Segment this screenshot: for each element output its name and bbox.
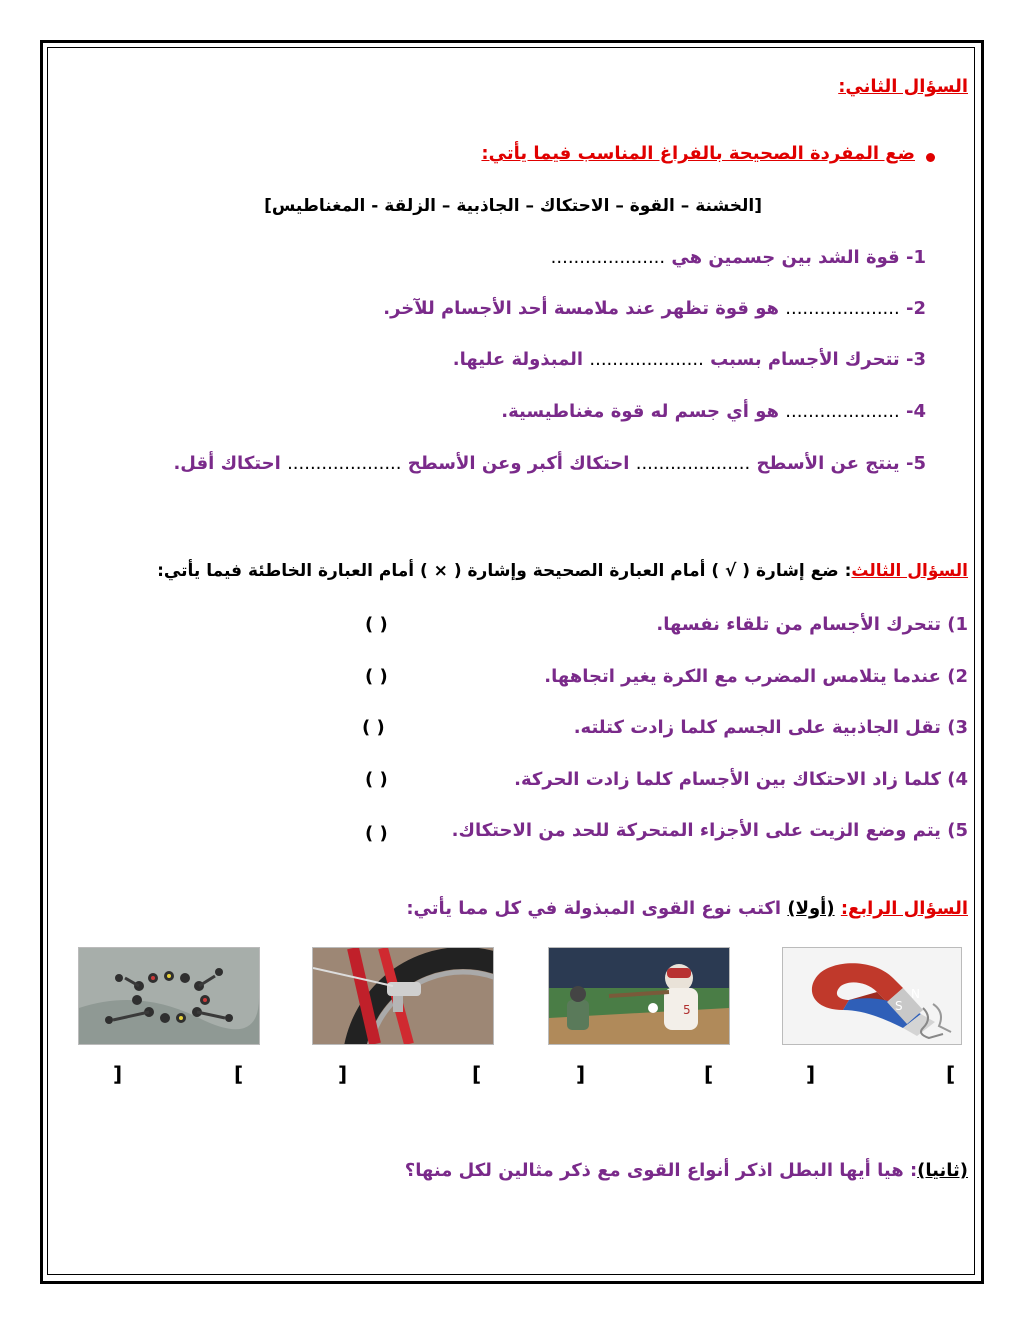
answer-bracket-open: [ [234, 1062, 244, 1086]
item-number: 5- [905, 453, 926, 474]
q4-part2-text: : هيا أيها البطل اذكر أنواع القوى مع ذكر مثالين لكل منها؟ [404, 1160, 918, 1181]
magnet-image [782, 947, 962, 1045]
item-number: 3- [905, 349, 926, 370]
answer-bracket-close: ] [806, 1062, 816, 1086]
q2-item-3 [453, 349, 926, 370]
item-number: 1) [947, 614, 968, 635]
answer-blank[interactable]: .................... [785, 401, 900, 422]
q4-title: السؤال الرابع: [840, 898, 968, 919]
item-number: 4- [905, 401, 926, 422]
q2-item-1 [551, 247, 926, 268]
item-text: كلما زاد الاحتكاك بين الأجسام كلما زادت الحركة. [514, 769, 941, 790]
answer-bracket-close: ] [113, 1062, 123, 1086]
answer-box[interactable]: ( ) [365, 666, 388, 687]
item-number: 4) [947, 769, 968, 790]
q4-part2-label: (ثانيا) [917, 1160, 968, 1181]
skydivers-icon [79, 948, 259, 1044]
item-text: احتكاك أقل. [173, 453, 281, 474]
svg-text:5: 5 [683, 1003, 691, 1017]
q4-part1-label: (أولا) [787, 898, 835, 919]
answer-bracket-open: [ [472, 1062, 482, 1086]
q3-item-5 [452, 820, 968, 841]
item-text: تتحرك الأجسام من تلقاء نفسها. [656, 614, 941, 635]
item-text: احتكاك أكبر وعن الأسطح [407, 453, 630, 474]
answer-blank[interactable]: .................... [635, 453, 751, 474]
item-text: ينتج عن الأسطح [756, 453, 900, 474]
item-text: يتم وضع الزيت على الأجزاء المتحركة للحد من الاحتكاك. [451, 820, 941, 841]
item-number: 3) [947, 717, 968, 738]
q3-instruction: : ضع إشارة ( √ ) أمام العبارة الصحيحة وإشارة ( × ) أمام العبارة الخاطئة فيما يأتي: [157, 561, 852, 581]
answer-box[interactable]: ( ) [365, 823, 388, 844]
answer-box[interactable]: ( ) [362, 717, 385, 738]
q2-item-4 [501, 401, 926, 422]
answer-blank[interactable]: .................... [589, 349, 704, 370]
answer-box[interactable]: ( ) [365, 769, 388, 790]
answer-bracket-close: ] [338, 1062, 348, 1086]
q4-part1-text: اكتب نوع القوى المبذولة في كل مما يأتي: [406, 898, 782, 919]
q3-item-4 [514, 769, 968, 790]
svg-text:N: N [911, 987, 920, 1001]
item-text: تتحرك الأجسام بسبب [710, 349, 900, 370]
answer-blank[interactable]: .................... [785, 298, 900, 319]
item-text: تقل الجاذبية على الجسم كلما زادت كتلته. [573, 717, 941, 738]
q4-header [406, 898, 968, 919]
q2-item-2 [383, 298, 926, 319]
item-number: 1- [905, 247, 926, 268]
item-number: 2) [947, 666, 968, 687]
item-number: 5) [947, 820, 968, 841]
q3-header [157, 561, 968, 581]
item-text: المبذولة عليها. [452, 349, 584, 370]
bullet-icon [926, 153, 935, 162]
answer-bracket-close: ] [576, 1062, 586, 1086]
answer-blank[interactable]: .................... [550, 247, 666, 268]
answer-bracket-open: [ [946, 1062, 956, 1086]
magnet-icon [783, 948, 961, 1044]
answer-bracket-open: [ [704, 1062, 714, 1086]
page-border-inner [47, 47, 975, 1275]
q2-title: السؤال الثاني: [838, 76, 968, 97]
q3-item-1 [656, 614, 968, 635]
item-text: هو قوة تظهر عند ملامسة أحد الأجسام للآخر. [383, 298, 779, 319]
q3-item-3 [574, 717, 968, 738]
answer-blank-2[interactable]: .................... [287, 453, 402, 474]
baseball-image [548, 947, 730, 1045]
answer-box[interactable]: ( ) [365, 614, 388, 635]
item-text: قوة الشد بين جسمين هي [671, 247, 900, 268]
q2-word-bank: [الخشنة – القوة – الاحتكاك – الجاذبية – الزلقة - المغناطيس] [264, 196, 762, 216]
q3-title: السؤال الثالث [851, 561, 968, 581]
baseball-player-icon [549, 948, 729, 1044]
item-text: عندما يتلامس المضرب مع الكرة يغير اتجاهها. [544, 666, 941, 687]
bicycle-brake-icon [313, 948, 493, 1044]
bicycle-brake-image [312, 947, 494, 1045]
q2-instruction: ضع المفردة الصحيحة بالفراغ المناسب فيما يأتي: [481, 143, 915, 164]
svg-text:S: S [895, 999, 903, 1013]
skydivers-image [78, 947, 260, 1045]
item-number: 2- [905, 298, 926, 319]
item-text: هو أي جسم له قوة مغناطيسية. [501, 401, 779, 422]
q3-item-2 [544, 666, 968, 687]
q4-part2 [405, 1160, 968, 1181]
q2-item-5 [173, 453, 926, 474]
